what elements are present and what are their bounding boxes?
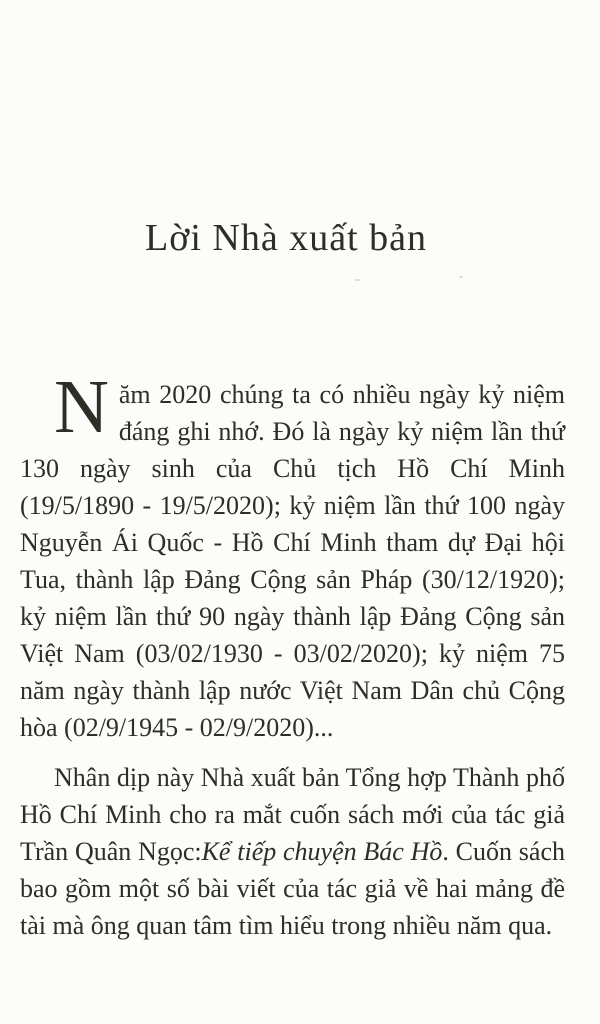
paragraph-text: . Cuốn sách bao gồm một số bài viết của tác giả về hai mảng đề tài mà ông quan tâm tìm hiểu trong nhiều năm qua. (20, 837, 566, 940)
scan-speck (355, 279, 360, 281)
scan-speck (459, 276, 463, 278)
paragraph-text: ăm 2020 chúng ta có nhiều ngày kỷ niệm đáng ghi nhớ. Đó là ngày kỷ niệm lần thứ 130 ngày sinh của Chủ tịch Hồ Chí Minh (19/5/1890 - 19/5/2020); kỷ niệm lần thứ 100 ngày Nguyễn Ái Quốc - Hồ Chí Minh tham dự Đại hội Tua, thành lập Đảng Cộng sản Pháp (30/12/1920); kỷ niệm lần thứ 90 ngày thành lập Đảng Cộng sản Việt Nam (03/02/1930 - 03/02/2020); kỷ niệm 75 năm ngày thành lập nước Việt Nam Dân chủ Cộng hòa (02/9/1945 - 02/9/2020)... (20, 380, 565, 742)
body-text (20, 365, 566, 944)
paragraph-book-intro (20, 759, 565, 944)
paragraph-text: Nhân dịp này Nhà xuất bản Tổng hợp Thành phố Hồ Chí Minh cho ra mắt cuốn sách mới của tác giả Trần Quân Ngọc: (20, 763, 565, 866)
paragraph-anniversaries (20, 365, 565, 746)
drop-cap: N (54, 365, 109, 449)
page-title: Lời Nhà xuất bản (145, 217, 427, 259)
book-title-italic: Kể tiếp chuyện Bác Hồ (201, 837, 443, 866)
